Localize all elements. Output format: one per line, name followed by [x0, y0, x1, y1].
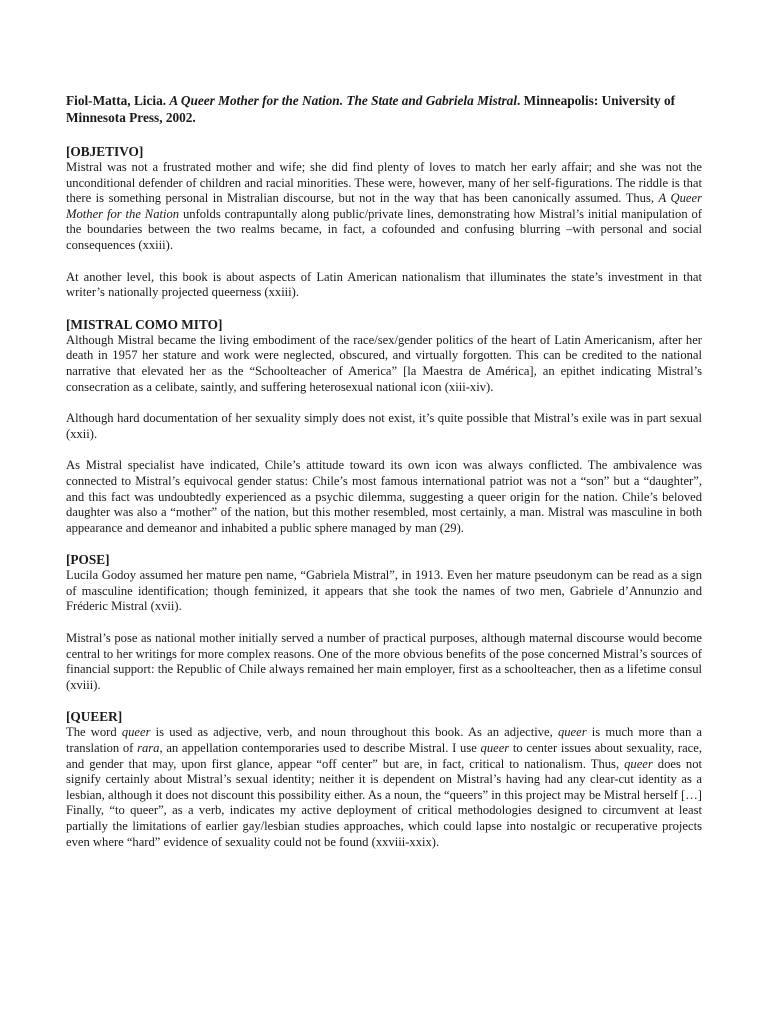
text-run: Mistral’s pose as national mother initially served a number of practical purposes, although maternal discourse would become central to her writings for more complex reasons. One of the more obvious benefits of the pose concerned Mistral’s sources of financial support: the Republic of Chile always remained her main employer, first as a schoolteacher, then as a lifetime consul (xviii).: [66, 631, 702, 692]
italic-text-run: queer: [624, 756, 653, 771]
bibliographic-citation: [66, 93, 702, 126]
section: [66, 552, 702, 693]
section-heading: [MISTRAL COMO MITO]: [66, 316, 223, 332]
citation-publisher: . Minneapolis: University of Minnesota Press, 2002.: [66, 93, 676, 125]
body-paragraph: [66, 725, 702, 850]
section: [66, 709, 702, 850]
text-run: As Mistral specialist have indicated, Chile’s attitude toward its own icon was always conflicted. The ambivalence was connected to Mistral’s equivocal gender status: Chile’s most famous international patriot was not a “son” but a “daughter”, and this fact was undoubtedly experienced as a psychic dilemma, suggesting a queer origin for the nation. Chile’s beloved daughter was also a “mother” of the nation, but this mother resembled, most certainly, a man. Mistral was masculine in both appearance and demeanor and inhabited a public sphere managed by man (29).: [66, 458, 702, 535]
text-run: Although Mistral became the living embodiment of the race/sex/gender politics of the heart of Latin Americanism, after her death in 1957 her stature and work were neglected, obscured, and virtually forgotten. This can be credited to the national narrative that elevated her as the “Schoolteacher of America” [la Maestra de América], an epithet indicating Mistral’s consecration as a celibate, saintly, and suffering heterosexual national icon (xiii-xiv).: [66, 332, 702, 394]
body-paragraph: [66, 333, 702, 395]
section-heading: [OBJETIVO]: [66, 144, 144, 159]
text-run: is used as adjective, verb, and noun throughout this book. As an adjective,: [150, 725, 558, 740]
section: [66, 317, 702, 537]
section-heading: [POSE]: [66, 552, 110, 568]
text-run: to center issues about sexuality, race, and gender that may, upon first glance, appear “off center” but are, in fact, critical to nationalism. Thus,: [66, 741, 702, 771]
text-run: unfolds contrapuntally along public/private lines, demonstrating how Mistral’s initial manipulation of the boundaries between the two realms became, in fact, a cofounded and confusing blurring –with personal and social consequences (xxiii).: [66, 206, 703, 252]
body-paragraph: [66, 411, 702, 442]
italic-text-run: queer: [121, 725, 151, 740]
italic-text-run: queer: [557, 725, 587, 740]
section-heading: [QUEER]: [66, 709, 123, 725]
text-run: Mistral was not a frustrated mother and wife; she did find plenty of loves to match her early affair; and she was not the unconditional defender of children and racial minorities. These were, however, many of her self-figurations. The riddle is that there is something personal in Mistralian discourse, but not in the way that has been canonically assumed. Thus,: [66, 160, 702, 206]
text-run: is much more than a translation of: [66, 725, 702, 756]
section: [66, 144, 702, 301]
text-run: At another level, this book is about aspects of Latin American nationalism that illuminates the state’s investment in that writer’s nationally projected queerness (xxiii).: [66, 269, 702, 300]
citation-author: Fiol-Matta, Licia.: [66, 93, 170, 108]
italic-text-run: queer: [480, 741, 510, 756]
body-paragraph: [66, 458, 702, 536]
body-paragraph: [66, 568, 702, 615]
text-run: does not signify certainly about Mistral’s sexual identity; neither it is dependent on Mistral’s having had any clear-cut identity as a lesbian, although it does not discount this possibility either. As a noun, the “queers” in this project may be Mistral herself […] Finally, “to queer”, as a verb, indicates my active deployment of critical methodologies designed to circumvent at least partially the limitations of earlier gay/lesbian studies approaches, which could lapse into nostalgic or recuperative projects even where “hard” evidence of sexuality could not be found (xxviii-xxix).: [66, 756, 702, 849]
text-run: , an appellation contemporaries used to describe Mistral. I use: [159, 741, 481, 756]
italic-text-run: rara: [137, 741, 160, 756]
document-body: [66, 144, 702, 850]
text-run: Lucila Godoy assumed her mature pen name, “Gabriela Mistral”, in 1913. Even her mature pseudonym can be read as a sign of masculine identification; though feminized, it appears that she took the names of two men, Gabriele d’Annunzio and Fréderic Mistral (xvii).: [66, 568, 702, 614]
text-run: The word: [66, 725, 122, 740]
citation-title: A Queer Mother for the Nation. The State and Gabriela Mistral: [169, 93, 518, 108]
body-paragraph: [66, 631, 702, 693]
text-run: Although hard documentation of her sexuality simply does not exist, it’s quite possible that Mistral’s exile was in part sexual (xxii).: [66, 411, 702, 441]
italic-text-run: A Queer Mother for the Nation: [66, 191, 702, 221]
body-paragraph: [66, 160, 702, 254]
body-paragraph: [66, 270, 702, 301]
